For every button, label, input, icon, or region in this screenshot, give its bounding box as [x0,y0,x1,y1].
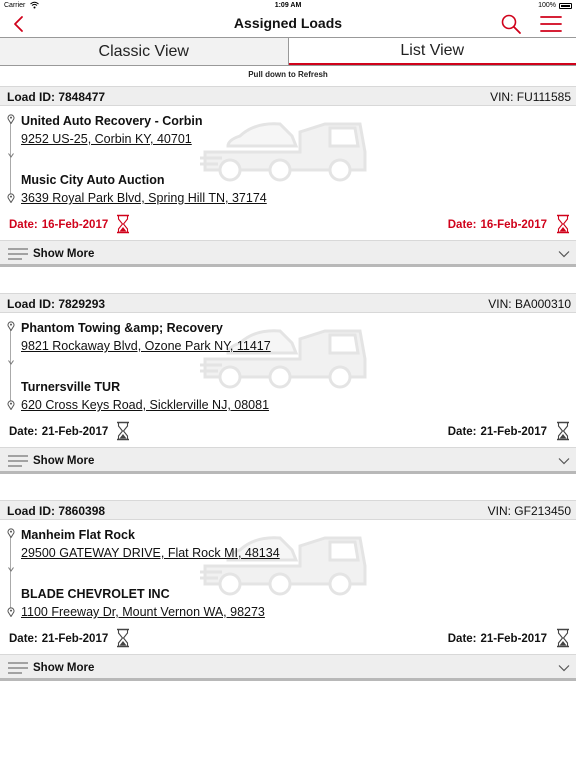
list-lines-icon [8,455,28,467]
map-pin-icon [7,528,15,538]
carrier-label: Carrier [4,2,26,9]
arrow-down-icon [8,153,14,158]
arrow-down-icon [8,360,14,365]
load-id: Load ID: 7829293 [7,297,106,311]
clock: 1:09 AM [274,2,302,9]
vin: VIN: GF213450 [487,504,571,518]
load-card-header [0,293,576,313]
delivery-address-link[interactable]: 620 Cross Keys Road, Sicklerville NJ, 08081 [21,398,270,412]
route-line [10,534,11,612]
pickup-stop [21,114,203,146]
vin: VIN: FU111585 [490,90,571,104]
delivery-date: Date: 21-Feb-2017 [447,633,547,645]
delivery-date: Date: 16-Feb-2017 [447,219,547,231]
date-row [0,421,576,443]
date-row [0,628,576,650]
delivery-address-link[interactable]: 1100 Freeway Dr, Mount Vernon WA, 98273 [21,605,265,619]
list-lines-icon [8,662,28,674]
delivery-name: Music City Auto Auction [21,173,165,187]
hourglass-icon [115,628,131,648]
pull-to-refresh-hint: Pull down to Refresh [248,70,328,79]
hamburger-menu-icon[interactable] [540,15,562,33]
chevron-left-icon[interactable] [10,14,30,34]
pickup-address-link[interactable]: 29500 GATEWAY DRIVE, Flat Rock MI, 48134 [21,546,280,560]
route-line [10,327,11,405]
battery-icon [559,3,572,9]
view-switcher [0,37,576,66]
chevron-down-icon [558,250,570,258]
hourglass-icon [555,214,571,234]
load-card-body [0,313,576,447]
show-more-label: Show More [33,662,95,674]
delivery-stop [21,587,265,619]
map-pin-icon [7,400,15,410]
vin: VIN: BA000310 [488,297,571,311]
pickup-address-link[interactable]: 9252 US-25, Corbin KY, 40701 [21,132,192,146]
load-card-header [0,86,576,106]
delivery-stop [21,380,269,412]
status-bar [0,0,576,12]
page-title: Assigned Loads [233,15,343,31]
map-pin-icon [7,607,15,617]
delivery-stop [21,173,267,205]
pickup-address-link[interactable]: 9821 Rockaway Blvd, Ozone Park NY, 11417 [21,339,271,353]
delivery-address-link[interactable]: 3639 Royal Park Blvd, Spring Hill TN, 37174 [21,191,267,205]
show-more-button[interactable] [0,654,576,681]
pickup-date: Date: 16-Feb-2017 [9,219,109,231]
map-pin-icon [7,193,15,203]
arrow-down-icon [8,567,14,572]
map-pin-icon [7,321,15,331]
chevron-down-icon [558,664,570,672]
search-icon[interactable] [500,13,522,35]
load-card-header [0,500,576,520]
load-card[interactable] [0,293,576,487]
date-row [0,214,576,236]
show-more-button[interactable] [0,240,576,267]
hourglass-icon [115,421,131,441]
chevron-down-icon [558,457,570,465]
pickup-stop [21,528,280,560]
delivery-name: BLADE CHEVROLET INC [21,587,170,601]
tab-list-view[interactable]: List View [289,38,576,65]
hourglass-icon [555,628,571,648]
route-line [10,120,11,198]
battery-percent: 100% [538,2,556,9]
delivery-date: Date: 21-Feb-2017 [447,426,547,438]
pickup-date: Date: 21-Feb-2017 [9,426,109,438]
list-lines-icon [8,248,28,260]
pickup-name: Manheim Flat Rock [21,528,135,542]
pickup-date: Date: 21-Feb-2017 [9,633,109,645]
map-pin-icon [7,114,15,124]
hourglass-icon [555,421,571,441]
tab-classic-view[interactable]: Classic View [0,38,289,65]
load-card-body [0,520,576,654]
load-card-body [0,106,576,240]
delivery-name: Turnersville TUR [21,380,121,394]
nav-bar [0,12,576,36]
pickup-name: United Auto Recovery - Corbin [21,114,203,128]
pickup-name: Phantom Towing &amp; Recovery [21,321,223,335]
load-id: Load ID: 7860398 [7,504,106,518]
load-card[interactable] [0,500,576,694]
loads-list[interactable] [0,86,576,707]
show-more-label: Show More [33,248,95,260]
show-more-button[interactable] [0,447,576,474]
load-id: Load ID: 7848477 [7,90,106,104]
load-card[interactable] [0,86,576,280]
pickup-stop [21,321,271,353]
show-more-label: Show More [33,455,95,467]
hourglass-icon [115,214,131,234]
